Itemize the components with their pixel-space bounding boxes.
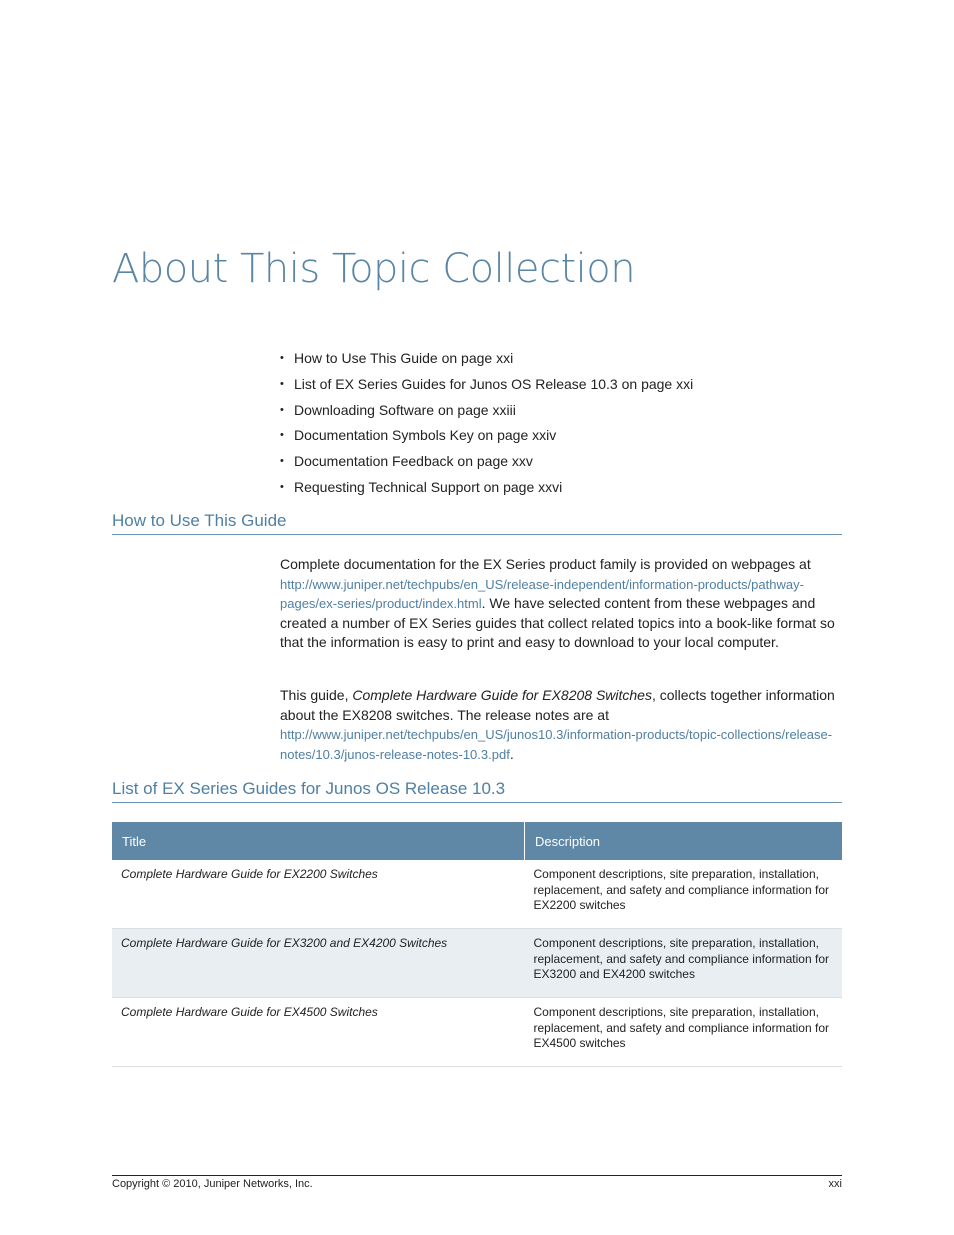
how-to-use-paragraph-2 <box>280 686 845 764</box>
paragraph-text: . We have selected content from these webpages and created a number of EX Series guides that collect related topics into a book-like format so that the information is easy to print and easy to download to your local computer. <box>280 595 835 651</box>
toc-item-label: Documentation Symbols Key on page xxiv <box>294 427 557 444</box>
toc-item-label: Documentation Feedback on page xxv <box>294 453 533 470</box>
footer-divider <box>112 1175 842 1176</box>
guide-title-cell: Complete Hardware Guide for EX4500 Switches <box>112 998 525 1067</box>
guide-title-italic: Complete Hardware Guide for EX8208 Switches <box>352 687 652 703</box>
page-title: About This Topic Collection <box>112 246 636 292</box>
section-heading-how-to-use: How to Use This Guide <box>112 511 842 535</box>
table-row <box>112 998 842 1067</box>
toc-item[interactable] <box>280 372 693 398</box>
toc-item-label: Requesting Technical Support on page xxvi <box>294 478 563 495</box>
guide-description-cell: Component descriptions, site preparation, installation, replacement, and safety and compliance information for EX4500 switches <box>525 998 843 1067</box>
paragraph-text: , collects together information about the EX8208 switches. The release notes are at <box>280 687 835 723</box>
bullet-icon: • <box>280 455 284 468</box>
guide-description-cell: Component descriptions, site preparation, installation, replacement, and safety and compliance information for EX3200 and EX4200 switches <box>525 929 843 998</box>
guides-table <box>112 822 842 1067</box>
section-heading-guides-list: List of EX Series Guides for Junos OS Release 10.3 <box>112 779 842 803</box>
footer-page-number: xxi <box>828 1178 842 1190</box>
table-row <box>112 929 842 998</box>
bullet-icon: • <box>280 480 284 493</box>
guide-description-cell: Component descriptions, site preparation, installation, replacement, and safety and compliance information for EX2200 switches <box>525 860 843 929</box>
toc-item[interactable] <box>280 346 693 372</box>
toc-item[interactable] <box>280 398 693 424</box>
topic-list <box>280 346 693 501</box>
toc-item[interactable] <box>280 475 693 501</box>
column-header-description: Description <box>525 822 843 860</box>
toc-item[interactable] <box>280 449 693 475</box>
how-to-use-paragraph-1 <box>280 555 845 653</box>
release-notes-link[interactable]: http://www.juniper.net/techpubs/en_US/junos10.3/information-products/topic-collections/release-notes/10.3/junos-release-notes-10.3.pdf <box>280 727 833 762</box>
paragraph-text: This guide, <box>280 687 353 703</box>
paragraph-text: . <box>509 745 514 762</box>
table-header-row <box>112 822 842 860</box>
toc-item-label: Downloading Software on page xxiii <box>294 401 516 418</box>
toc-item-label: How to Use This Guide on page xxi <box>294 350 514 366</box>
guide-title-cell: Complete Hardware Guide for EX2200 Switches <box>112 860 525 929</box>
bullet-icon: • <box>280 352 284 364</box>
bullet-icon: • <box>280 429 284 442</box>
bullet-icon: • <box>280 377 284 390</box>
ex-series-docs-link[interactable]: http://www.juniper.net/techpubs/en_US/release-independent/information-products/pathway-pages/ex-series/product/index.html <box>280 576 804 612</box>
toc-item-label: List of EX Series Guides for Junos OS Release 10.3 on page xxi <box>294 375 694 392</box>
bullet-icon: • <box>280 403 284 416</box>
table-row <box>112 860 842 929</box>
column-header-title: Title <box>112 822 525 860</box>
footer-copyright: Copyright © 2010, Juniper Networks, Inc. <box>112 1178 313 1190</box>
guide-title-cell: Complete Hardware Guide for EX3200 and EX4200 Switches <box>112 929 525 998</box>
paragraph-text: Complete documentation for the EX Series product family is provided on webpages at <box>280 556 811 572</box>
toc-item[interactable] <box>280 423 693 449</box>
